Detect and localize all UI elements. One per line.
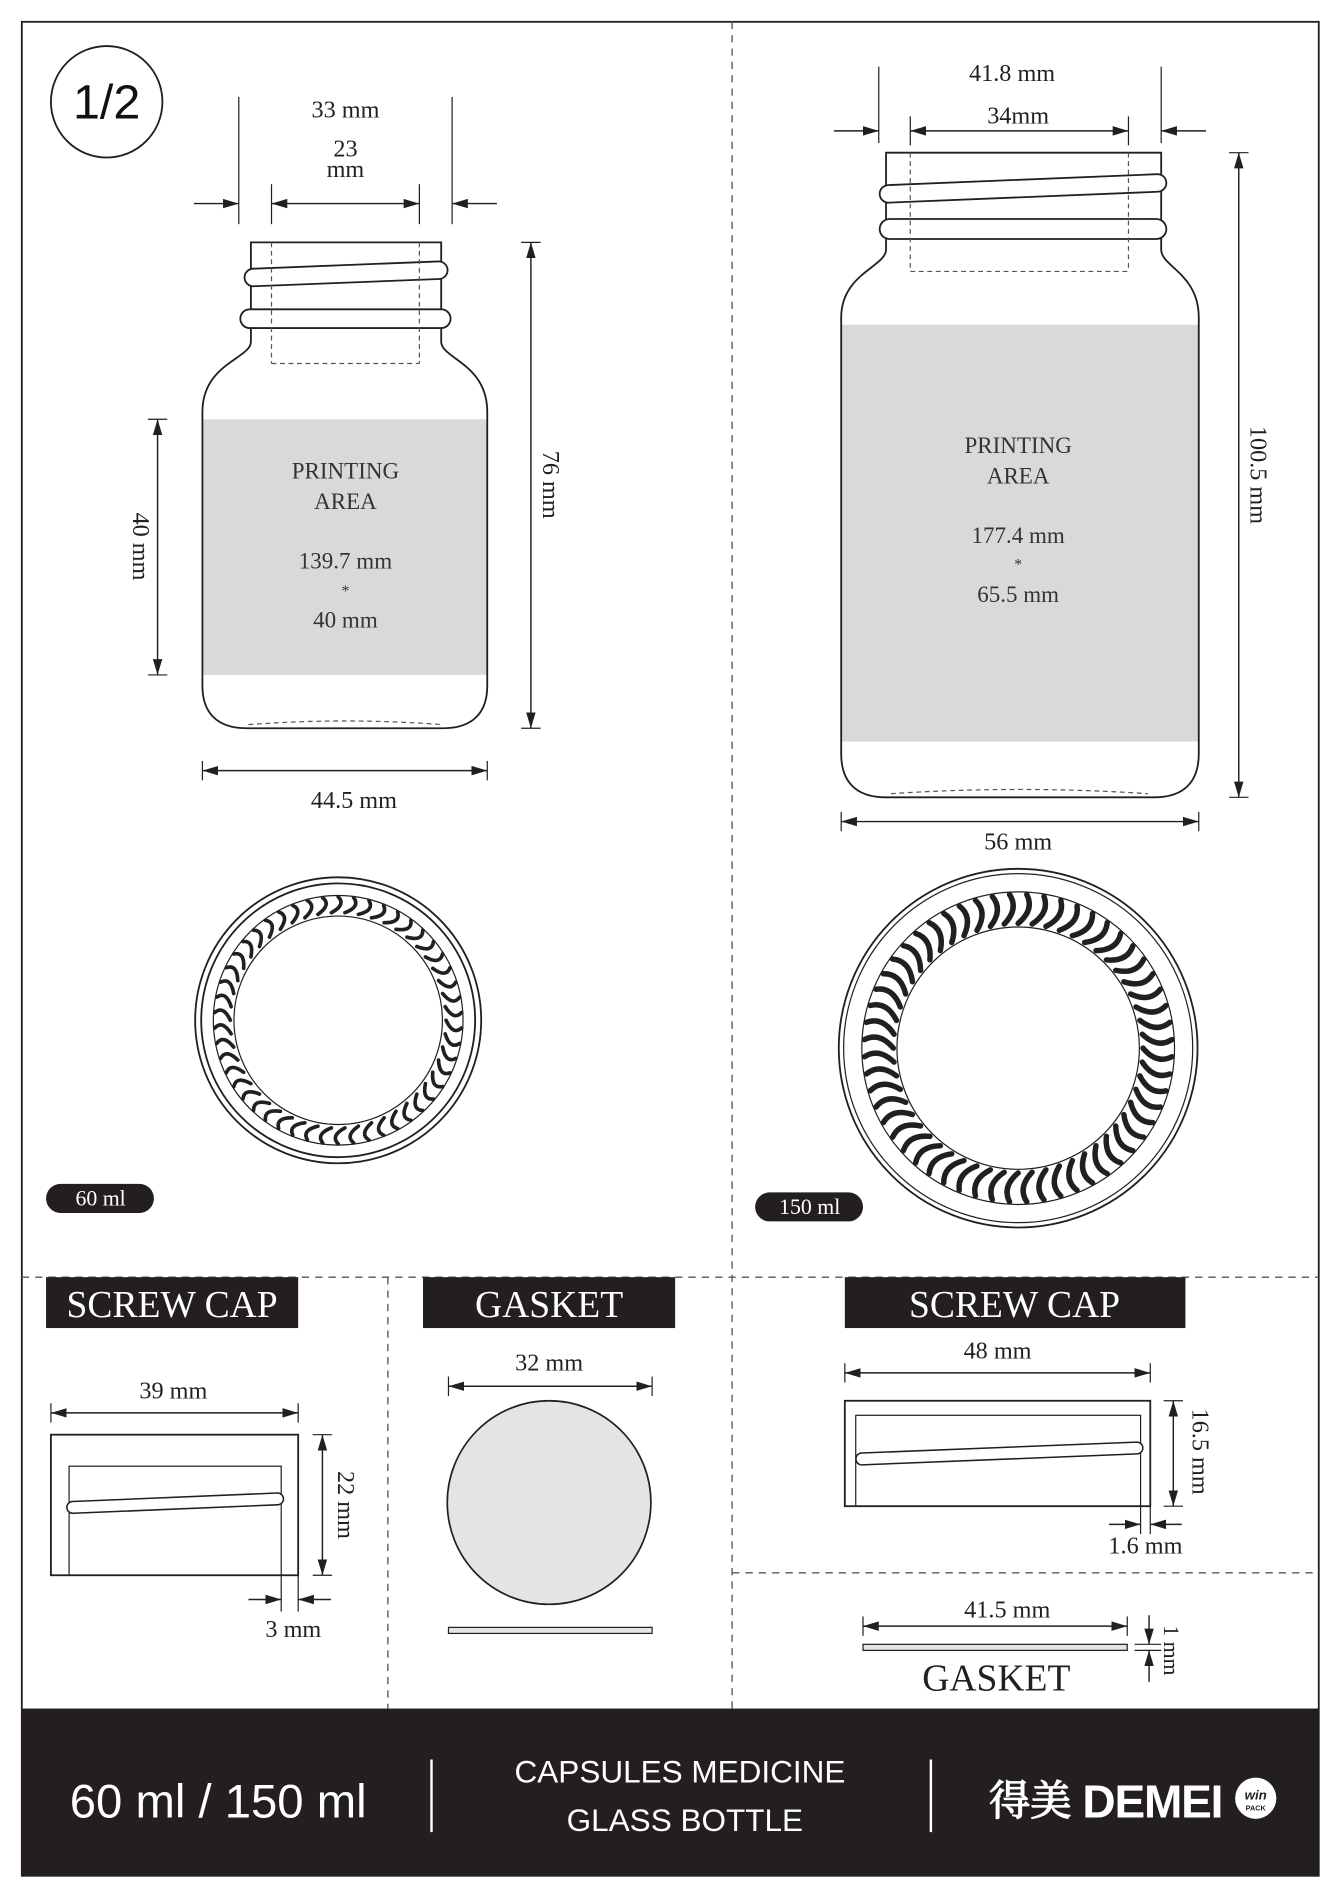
printing-area-width: 139.7 mm [298,547,393,574]
cap-height-label: 16.5 mm [1186,1408,1214,1495]
thread-mark [445,1007,461,1016]
dimension-height [1229,153,1272,798]
thread-mark [439,981,456,987]
thread-mark [417,942,434,949]
screw-cap-150ml [845,1277,1214,1559]
thread-mark [292,905,298,922]
gasket-disc-top-view [447,1401,651,1605]
mouth-opening [897,927,1139,1169]
thread-mark [335,1128,345,1144]
gasket-150ml [863,1597,1183,1700]
section-title: GASKET [475,1285,624,1327]
height-label: 76 mm [536,450,564,519]
brand-name-chinese: 得美 [989,1777,1072,1826]
thread-mark [350,1126,358,1143]
thread-mark [425,1084,434,1099]
thread-mark [331,897,341,913]
thread-mark [883,1112,912,1122]
cap-thread-inner [862,1448,1137,1459]
printing-area-separator: * [341,583,350,601]
thread-mark [1023,1172,1032,1202]
cap-height-label: 22 mm [331,1471,359,1539]
thread-mark [433,1072,443,1087]
printing-area-separator: * [1014,556,1023,574]
gasket-diameter-label: 32 mm [515,1349,584,1377]
printing-height-label: 40 mm [127,512,155,581]
dimension-neck-inner [272,135,420,224]
dimension-cap-wall [248,1575,330,1643]
thread-mark [306,1126,318,1140]
dimension-neck-inner [910,103,1128,146]
thread-mark [1039,1170,1046,1200]
neck-outer-diameter-label: 33 mm [311,96,380,124]
thread-mark [265,920,272,937]
volume-badge-150ml [755,1192,863,1221]
thread-mark [445,1034,459,1045]
thread-mark [876,1099,906,1107]
thread-mark [944,913,954,942]
neck-inner-diameter-label: 34mm [987,102,1050,130]
brand-badge-top: win [1244,1787,1267,1803]
thread-mark [278,1118,292,1129]
bottle-150ml-top-view [839,869,1198,1228]
thread-mark [321,1128,332,1143]
thread-mark [392,1111,398,1128]
dimension-gasket-diameter [448,1349,652,1395]
thread-mark [318,898,326,915]
thread-mark [864,1053,894,1062]
dimension-cap-height [313,1435,359,1576]
thread-mark [1136,1005,1166,1012]
thread-mark [415,1094,423,1110]
thread-mark [243,941,252,956]
thread-mark [215,1025,231,1034]
printing-area-title-2: AREA [314,487,377,514]
neck-inner-diameter-value: 23 [333,135,358,163]
thread-mark [1046,900,1062,926]
footer-product-line-1: CAPSULES MEDICINE [514,1753,846,1790]
thread-ring-outer [213,895,463,1145]
dimension-cap-width [51,1377,298,1422]
bottle-60ml-front-view [127,97,564,815]
thread-ring [215,897,462,1144]
thread-mark [396,920,411,929]
section-title: SCREW CAP [66,1285,278,1327]
thread-mark [1069,1161,1077,1191]
gasket-disc-side-view [863,1644,1127,1650]
thread-mark [870,1005,896,1021]
thread-mark [443,994,460,1002]
cap-wall-label: 3 mm [265,1616,322,1644]
dimension-body-diameter [841,812,1199,856]
thread-mark [866,1021,894,1034]
thread-band-inner [253,270,438,277]
volume-badge-text: 150 ml [779,1195,841,1220]
dimension-cap-wall [1108,1506,1182,1559]
thread-mark [1082,1154,1092,1183]
body-diameter-label: 56 mm [984,828,1053,856]
cap-inner-wall [69,1466,281,1575]
outer-rim [195,877,481,1163]
brand-badge-bottom: PACK [1245,1803,1266,1813]
dimension-cap-height [1164,1401,1214,1506]
printing-area-title-1: PRINTING [964,432,1072,459]
cap-wall-label: 1.6 mm [1108,1532,1183,1560]
gasket-disc-side-view [448,1627,652,1633]
gasket-diameter-label: 41.5 mm [964,1596,1051,1624]
neck-inner-diameter-unit: mm [326,155,365,183]
thread-mark [226,967,238,981]
thread-mark [975,1170,991,1196]
dimension-height [521,242,564,728]
bottle-60ml-top-view [195,877,481,1163]
printing-area-title-2: AREA [986,462,1050,489]
footer-bar [22,1709,1319,1876]
neck-thread-1 [888,183,1157,194]
thread-mark [407,930,423,938]
thread-mark [221,981,234,994]
dimension-body-diameter [202,761,487,814]
volume-badge-60ml [46,1184,154,1213]
thread-band-inner [888,183,1157,194]
thread-mark [372,905,385,917]
section-title: SCREW CAP [908,1285,1121,1327]
thread-mark [234,1080,251,1086]
thread-mark [243,1092,260,1099]
thread-mark [991,1172,1004,1200]
thread-mark [254,930,262,946]
page-number-badge [51,46,163,157]
thread-mark [215,1010,231,1020]
thread-mark [1032,896,1045,924]
thread-mark [365,1123,372,1140]
thread-mark [1143,1048,1172,1059]
thread-mark [226,1067,243,1072]
printing-area-width: 177.4 mm [971,521,1065,548]
cap-width-label: 48 mm [963,1337,1032,1365]
thread-mark [990,896,997,926]
thread-ring [864,895,1171,1202]
volume-badge-text: 60 ml [75,1186,126,1211]
thread-mark [217,995,231,1006]
thread-mark [358,901,370,915]
thread-mark [959,906,967,936]
thread-ring-outer [862,892,1175,1205]
thread-mark [305,901,312,918]
thread-mark [345,898,356,913]
brand-name-latin: DEMEI [1082,1775,1223,1828]
body-diameter-label: 44.5 mm [310,787,398,815]
thread-mark [404,1103,411,1120]
thread-mark [292,1123,305,1135]
dimension-gasket-thickness [1135,1615,1183,1682]
thread-mark [379,1118,385,1135]
printing-area-title-1: PRINTING [291,457,400,484]
thread-mark [975,900,982,930]
thread-mark [234,954,244,969]
thread-mark [254,1102,270,1110]
mouth-opening [234,916,442,1124]
thread-mark [866,1069,896,1076]
printing-area-height: 40 mm [313,606,378,633]
printing-area-height: 65.5 mm [977,581,1060,608]
thread-mark [433,968,450,973]
gasket-60ml [423,1277,675,1633]
dimension-cap-width [845,1337,1150,1382]
bottle-150ml-front-view [834,60,1272,855]
page-number: 1/2 [72,75,141,130]
dimension-printing-height [127,419,167,675]
height-label: 100.5 mm [1244,425,1272,525]
thread-mark [384,912,398,923]
section-title: GASKET [922,1658,1071,1700]
thread-mark [1018,895,1029,924]
thread-mark [1142,1062,1170,1075]
thread-mark [1004,895,1013,925]
thread-mark [279,912,285,929]
thread-mark [265,1111,280,1120]
neck-thread-1 [253,270,438,277]
thread-mark [1140,1020,1170,1027]
thread-mark [1131,989,1161,997]
thread-mark [425,954,442,960]
thread-mark [1054,1166,1061,1196]
footer-product-line-2: GLASS BOTTLE [566,1801,804,1838]
gasket-thickness-label: 1 mm [1158,1625,1183,1676]
thread-mark [870,1084,900,1091]
thread-mark [1007,1173,1018,1202]
cap-width-label: 39 mm [139,1377,208,1405]
inner-rim [201,883,475,1157]
thread-mark [1140,1076,1166,1092]
thread-mark [864,1037,893,1048]
thread-mark [446,1020,462,1030]
thread-mark [443,1047,456,1060]
thread-mark [221,1054,238,1060]
screw-cap-60ml [46,1277,359,1643]
thread-mark [1124,974,1153,984]
footer-capacity: 60 ml / 150 ml [69,1775,367,1829]
thread-mark [217,1040,234,1048]
thread-mark [1142,1034,1172,1043]
thread-mark [439,1060,451,1074]
neck-outer-diameter-label: 41.8 mm [969,60,1056,88]
dimension-gasket-diameter [863,1597,1127,1636]
